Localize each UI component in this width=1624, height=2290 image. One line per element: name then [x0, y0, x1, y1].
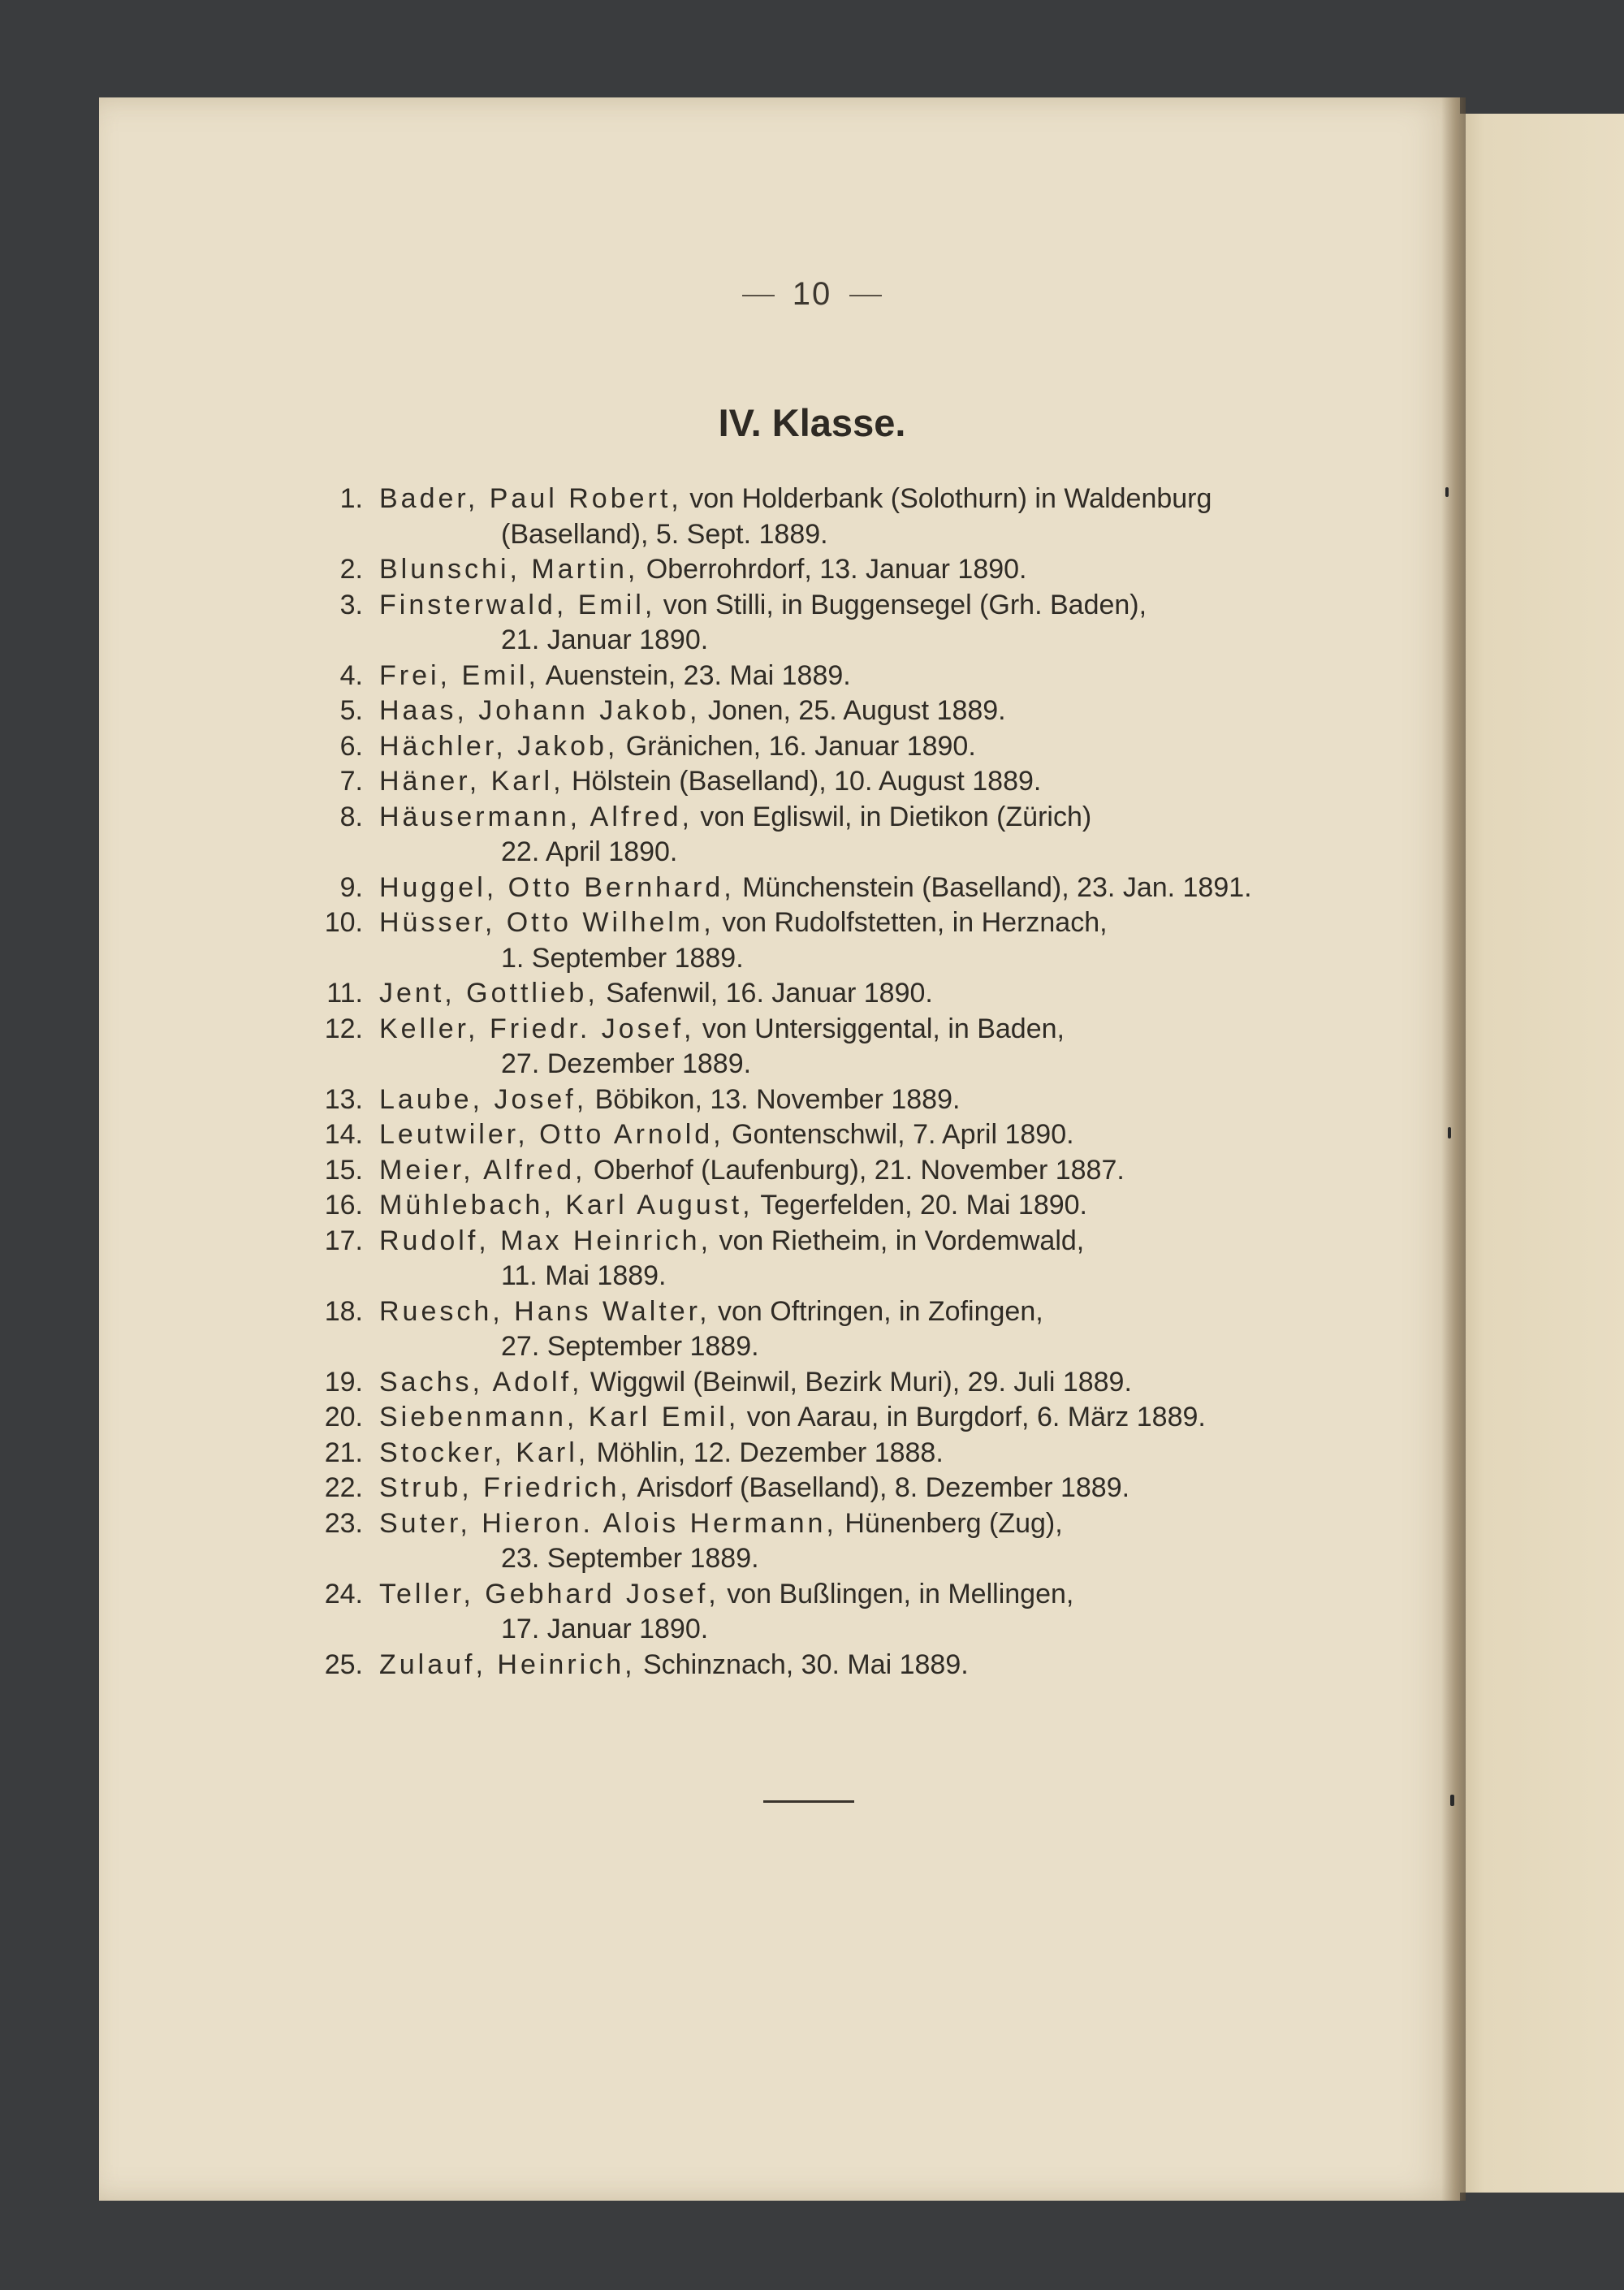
entry-first-line [379, 588, 1624, 624]
entry-number: 15. [324, 1154, 363, 1186]
entry-details: von Oftringen, in Zofingen, [710, 1295, 1043, 1327]
class-heading: IV. Klasse. [718, 401, 906, 444]
entry-number: 11. [326, 978, 363, 1009]
entry-first-line [379, 1506, 1624, 1542]
entry-number: 25. [324, 1648, 363, 1680]
entry-name: Suter, Hieron. Alois Hermann, [379, 1507, 837, 1539]
entry-details: von Untersiggental, in Baden, [694, 1013, 1065, 1044]
list-item [0, 871, 1624, 906]
entry-details: Oberrohrdorf, 13. Januar 1890. [638, 554, 1027, 585]
list-item [0, 1188, 1624, 1224]
entry-details: Gränichen, 16. Januar 1890. [618, 730, 976, 762]
entry-number: 20. [324, 1402, 363, 1432]
entry-name: Zulauf, Heinrich, [379, 1648, 636, 1680]
entry-first-line [379, 976, 1624, 1012]
entry-details: Jonen, 25. August 1889. [700, 695, 1006, 726]
entry-name: Mühlebach, Karl August, [379, 1190, 754, 1221]
entry-number: 23. [324, 1507, 363, 1539]
entry-number: 19. [324, 1366, 363, 1398]
entry-continuation: 27. September 1889. [501, 1331, 759, 1362]
entry-name: Stocker, Karl, [379, 1437, 590, 1468]
entry-details: von Stilli, in Buggensegel (Grh. Baden), [655, 589, 1147, 620]
list-item [0, 482, 1624, 552]
entry-details: Münchenstein (Baselland), 23. Jan. 1891. [734, 871, 1252, 903]
list-item [0, 659, 1624, 694]
student-list [0, 482, 1624, 1683]
entry-number: 8. [339, 801, 363, 832]
entry-details: von Egliswil, in Dietikon (Zürich) [692, 801, 1092, 832]
entry-details: Safenwil, 16. Januar 1890. [598, 978, 933, 1009]
entry-details: Arisdorf (Baselland), 8. Dezember 1889. [630, 1472, 1130, 1503]
entry-details: Tegerfelden, 20. Mai 1890. [753, 1190, 1087, 1221]
list-item [0, 1436, 1624, 1471]
entry-details: Hölstein (Baselland), 10. August 1889. [564, 766, 1042, 797]
entry-first-line [379, 905, 1624, 941]
entry-number: 24. [324, 1578, 363, 1609]
entry-details: von Holderbank (Solothurn) in Waldenburg [681, 483, 1212, 514]
entry-name: Bader, Paul Robert, [379, 483, 682, 514]
entry-first-line [379, 1082, 1624, 1118]
entry-first-line [379, 1012, 1624, 1048]
entry-first-line [379, 552, 1624, 588]
entry-name: Jent, Gottlieb, [379, 978, 598, 1009]
entry-number: 22. [324, 1472, 363, 1503]
entry-name: Haas, Johann Jakob, [379, 695, 701, 726]
entry-first-line [379, 1577, 1624, 1613]
entry-first-line [379, 764, 1624, 800]
list-item [0, 552, 1624, 588]
entry-number: 3. [339, 589, 363, 620]
entry-details: Böbikon, 13. November 1889. [587, 1083, 961, 1115]
entry-name: Hächler, Jakob, [379, 730, 619, 762]
entry-details: von Rietheim, in Vordemwald, [711, 1225, 1085, 1256]
list-item [0, 1577, 1624, 1648]
entry-details: Schinznach, 30. Mai 1889. [635, 1648, 969, 1680]
entry-number: 21. [324, 1437, 363, 1468]
entry-number: 2. [339, 554, 363, 585]
entry-first-line [379, 1400, 1624, 1436]
list-item [0, 1082, 1624, 1118]
entry-number: 9. [339, 871, 363, 903]
entry-continuation: (Baselland), 5. Sept. 1889. [501, 518, 828, 550]
entry-first-line [379, 1224, 1624, 1260]
entry-name: Laube, Josef, [379, 1083, 588, 1115]
list-item [0, 1506, 1624, 1577]
entry-first-line [379, 482, 1624, 517]
list-item [0, 1471, 1624, 1506]
scan-speck [1450, 1795, 1454, 1806]
entry-number: 7. [339, 766, 363, 797]
entry-first-line [379, 1117, 1624, 1153]
entry-number: 12. [324, 1013, 363, 1044]
entry-continuation: 11. Mai 1889. [501, 1260, 667, 1291]
entry-number: 4. [339, 659, 363, 691]
entry-name: Ruesch, Hans Walter, [379, 1295, 710, 1327]
entry-details: von Rudolfstetten, in Herznach, [714, 907, 1108, 938]
entry-number: 16. [324, 1190, 363, 1221]
entry-continuation: 27. Dezember 1889. [501, 1048, 752, 1079]
entry-name: Rudolf, Max Heinrich, [379, 1225, 712, 1256]
list-item [0, 800, 1624, 871]
entry-first-line [379, 871, 1624, 906]
list-item [0, 1648, 1624, 1683]
entry-name: Huggel, Otto Bernhard, [379, 871, 735, 903]
entry-name: Häner, Karl, [379, 766, 564, 797]
list-item [0, 588, 1624, 659]
entry-name: Blunschi, Martin, [379, 554, 639, 585]
entry-name: Leutwiler, Otto Arnold, [379, 1119, 724, 1150]
page-number-left-dash [742, 295, 775, 296]
entry-first-line [379, 1153, 1624, 1189]
entry-first-line [379, 1294, 1624, 1330]
list-item [0, 1400, 1624, 1436]
entry-details: Wiggwil (Beinwil, Bezirk Muri), 29. Juli 1889. [582, 1366, 1132, 1398]
entry-name: Siebenmann, Karl Emil, [379, 1402, 740, 1432]
entry-name: Häusermann, Alfred, [379, 801, 693, 832]
list-item [0, 1153, 1624, 1189]
entry-first-line [379, 1648, 1624, 1683]
entry-details: Möhlin, 12. Dezember 1888. [589, 1437, 944, 1468]
entry-first-line [379, 1365, 1624, 1401]
list-item [0, 905, 1624, 976]
list-item [0, 1365, 1624, 1401]
entry-continuation: 1. September 1889. [501, 942, 744, 974]
entry-first-line [379, 729, 1624, 765]
entry-continuation: 17. Januar 1890. [501, 1614, 709, 1644]
entry-number: 6. [339, 730, 363, 762]
entry-number: 1. [339, 483, 363, 514]
entry-name: Finsterwald, Emil, [379, 589, 656, 620]
list-item [0, 1294, 1624, 1365]
entry-name: Strub, Friedrich, [379, 1472, 631, 1503]
list-item [0, 976, 1624, 1012]
entry-continuation: 21. Januar 1890. [501, 624, 709, 655]
list-item [0, 693, 1624, 729]
entry-name: Hüsser, Otto Wilhelm, [379, 907, 715, 938]
entry-name: Frei, Emil, [379, 659, 539, 691]
entry-number: 10. [324, 907, 363, 938]
entry-first-line [379, 1188, 1624, 1224]
entry-first-line [379, 1436, 1624, 1471]
entry-first-line [379, 1471, 1624, 1506]
list-item [0, 1117, 1624, 1153]
list-item [0, 729, 1624, 765]
page-number [0, 276, 1624, 313]
entry-continuation: 22. April 1890. [501, 836, 678, 867]
entry-details: Hünenberg (Zug), [836, 1507, 1063, 1539]
list-item [0, 764, 1624, 800]
entry-number: 18. [324, 1295, 363, 1327]
list-item [0, 1224, 1624, 1294]
section-separator-rule [763, 1800, 854, 1803]
page-number-right-dash [849, 295, 882, 296]
entry-name: Sachs, Adolf, [379, 1366, 583, 1398]
entry-details: von Aarau, in Burgdorf, 6. März 1889. [739, 1402, 1206, 1432]
entry-first-line [379, 659, 1624, 694]
entry-name: Meier, Alfred, [379, 1154, 586, 1186]
entry-details: Gontenschwil, 7. April 1890. [723, 1119, 1074, 1150]
entry-details: Auenstein, 23. Mai 1889. [539, 659, 851, 691]
list-item [0, 1012, 1624, 1082]
entry-details: von Bußlingen, in Mellingen, [719, 1578, 1074, 1609]
entry-number: 5. [339, 695, 363, 726]
entry-first-line [379, 800, 1624, 836]
entry-details: Oberhof (Laufenburg), 21. November 1887. [585, 1154, 1125, 1186]
entry-number: 13. [324, 1083, 363, 1115]
entry-first-line [379, 693, 1624, 729]
entry-name: Teller, Gebhard Josef, [379, 1578, 719, 1609]
entry-number: 17. [324, 1225, 363, 1256]
entry-name: Keller, Friedr. Josef, [379, 1013, 695, 1044]
entry-number: 14. [324, 1119, 363, 1150]
page-number-text: 10 [792, 276, 832, 312]
entry-continuation: 23. September 1889. [501, 1543, 759, 1574]
